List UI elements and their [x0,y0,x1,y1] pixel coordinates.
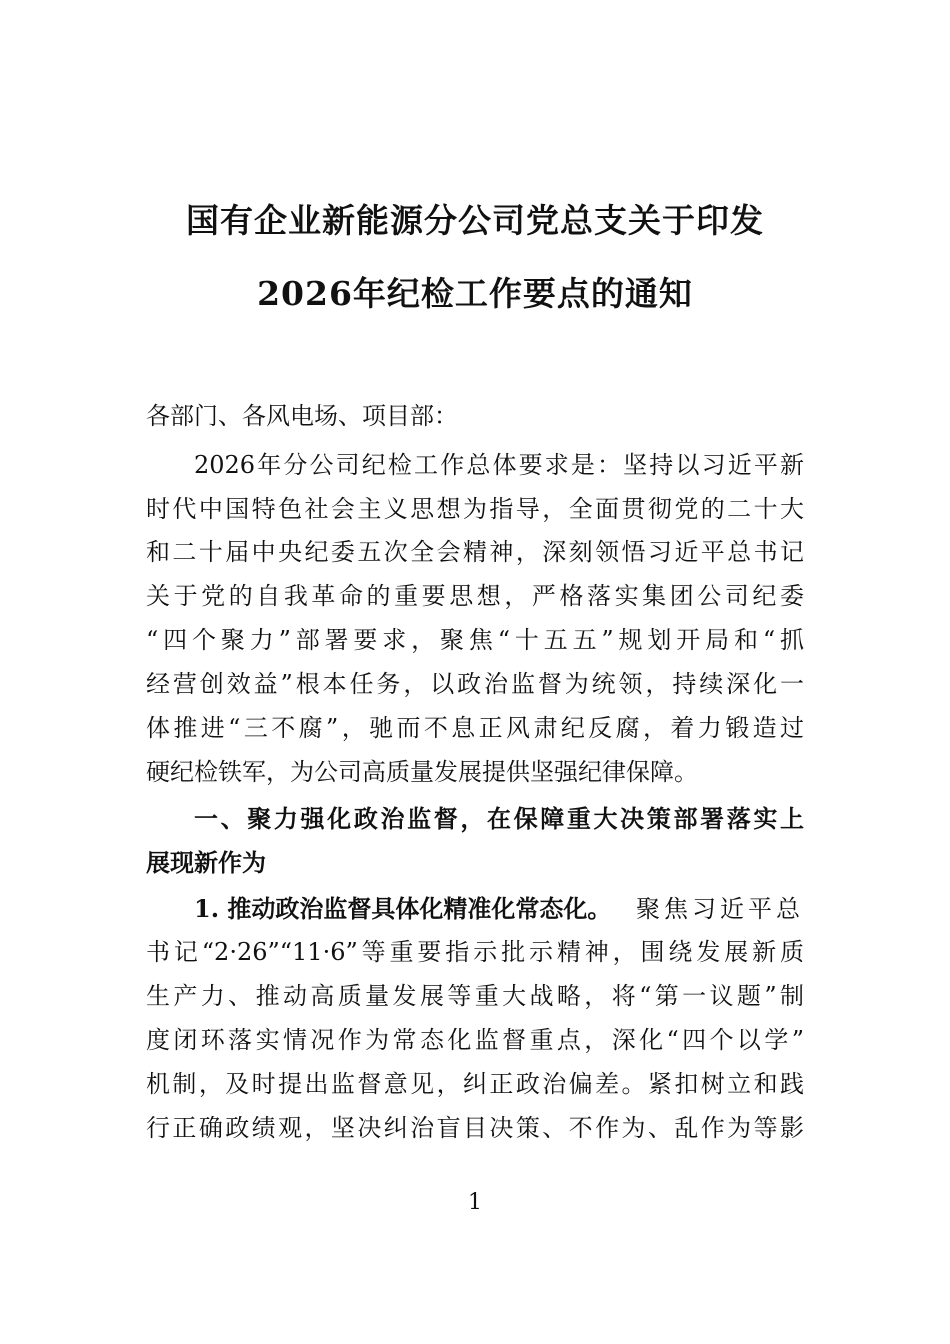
item-1-label: 1. 推动政治监督具体化精准化常态化。 [194,894,612,923]
intro-line: 和二十届中央纪委五次全会精神，深刻领悟习近平总书记 [146,538,804,566]
intro-line: 关于党的自我革命的重要思想，严格落实集团公司纪委 [146,582,804,610]
section-heading-line-1: 一、聚力强化政治监督，在保障重大决策部署落实上 [194,805,804,833]
intro-line: 硬纪检铁军，为公司高质量发展提供坚强纪律保障。 [146,758,698,786]
section-heading-line-2: 展现新作为 [146,849,266,877]
intro-line: 体推进“三不腐”，驰而不息正风肃纪反腐，着力锻造过 [146,714,804,742]
item-1-line: 书记“2·26”“11·6”等重要指示批示精神，围绕发展新质 [146,938,804,966]
item-1-line: 生产力、推动高质量发展等重大战略，将“第一议题”制 [146,982,804,1010]
item-1-line: 行正确政绩观，坚决纠治盲目决策、不作为、乱作为等影 [146,1114,804,1142]
item-1-first-text: 聚焦习近平总 [636,895,804,923]
page-number: 1 [468,1190,482,1215]
intro-line: 经营创效益”根本任务，以政治监督为统领，持续深化一 [146,670,804,698]
item-1-line: 机制，及时提出监督意见，纠正政治偏差。紧扣树立和践 [146,1070,804,1098]
salutation: 各部门、各风电场、项目部： [146,402,458,430]
document-title-line-1: 国有企业新能源分公司党总支关于印发 [186,201,764,240]
item-1-first-line [194,894,804,924]
intro-line: 时代中国特色社会主义思想为指导，全面贯彻党的二十大 [146,495,804,523]
item-1-line: 度闭环落实情况作为常态化监督重点，深化“四个以学” [146,1026,804,1054]
intro-line: “四个聚力”部署要求，聚焦“十五五”规划开局和“抓 [146,626,804,654]
document-title-line-2: 2026年纪检工作要点的通知 [257,274,693,313]
intro-line: 2026年分公司纪检工作总体要求是：坚持以习近平新 [194,451,804,479]
